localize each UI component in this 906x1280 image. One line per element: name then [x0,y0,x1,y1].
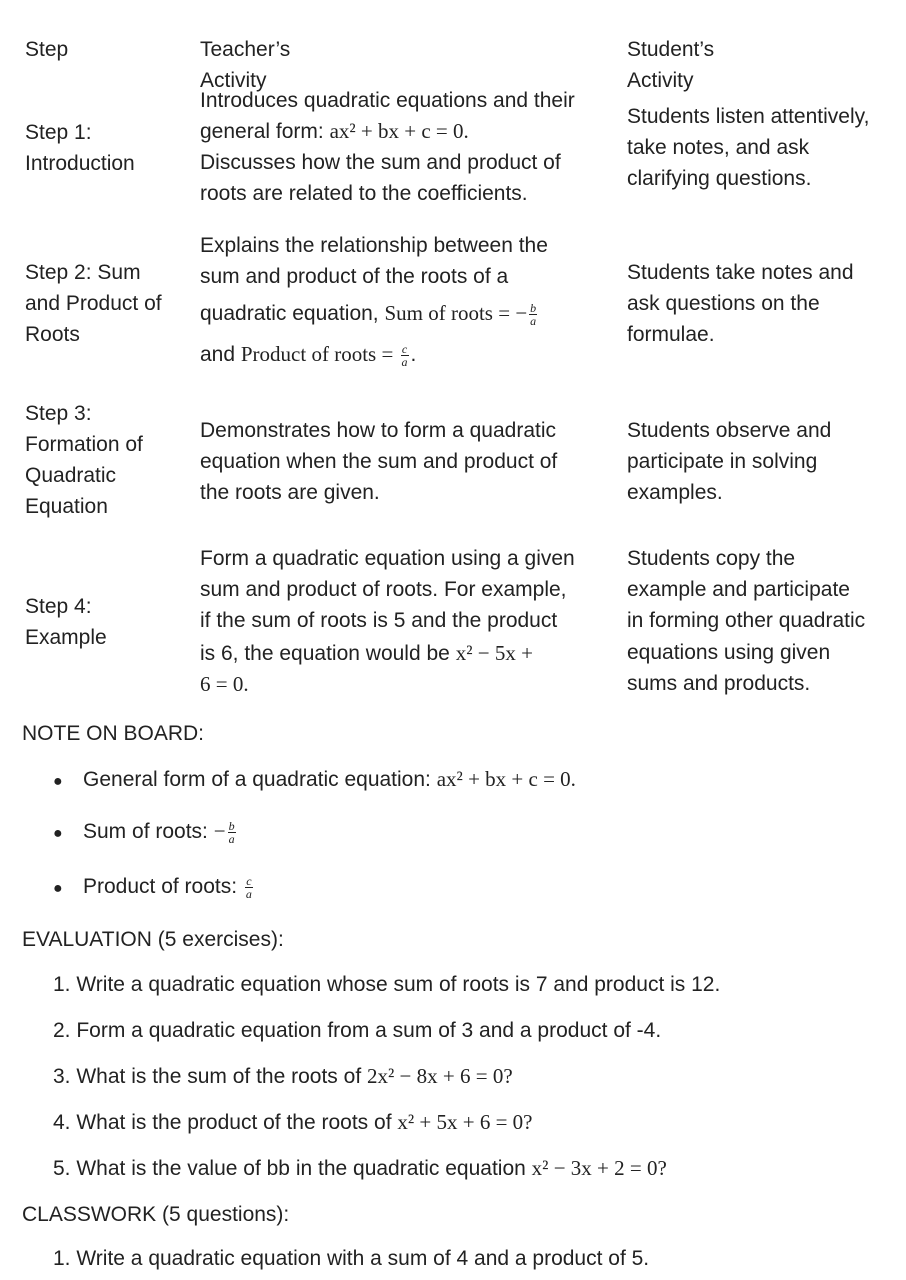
teacher-text: is 6, the equation would be [200,642,456,665]
student-line: participate in solving [627,450,818,473]
bullet-icon: ● [53,880,63,897]
list-item [53,1153,667,1184]
student-line: in forming other quadratic [627,609,866,632]
math-expression: Sum of roots = − [384,301,528,325]
fraction-denominator: a [245,886,252,901]
student-line: sums and products. [627,672,811,695]
item-text: What is the sum of the roots of [76,1065,367,1088]
item-number: 2. [53,1019,71,1042]
fraction-denominator: a [228,831,235,846]
note-text: Product of roots: [83,875,243,898]
evaluation-heading: EVALUATION (5 exercises): [22,928,284,951]
student-line: clarifying questions. [627,167,812,190]
student-line: formulae. [627,323,715,346]
step-cell [25,117,135,179]
math-expression: Product of roots = [240,342,399,366]
note-item [83,871,255,902]
note-heading: NOTE ON BOARD: [22,722,205,745]
teacher-line: 6 = 0. [200,672,249,696]
teacher-line: sum and product of the roots of a [200,265,509,288]
teacher-line: Discusses how the sum and product of [200,151,561,174]
student-line: take notes, and ask [627,136,810,159]
student-line: example and participate [627,578,850,601]
fraction-c-over-a [245,875,253,900]
fraction-b-over-a [529,302,537,327]
step-line: Introduction [25,152,135,175]
fraction-denominator: a [530,313,537,328]
step-line: Example [25,626,107,649]
step-line: Roots [25,323,80,346]
header-teacher: Teacher’s Activity [200,38,291,92]
fraction-numerator: c [246,873,252,888]
student-line: equations using given [627,641,831,664]
student-cell [627,543,865,699]
step-line: Step 4: [25,595,92,618]
teacher-text: and [200,343,241,366]
fraction-numerator: b [228,818,235,833]
student-cell [627,101,869,194]
teacher-line: equation when the sum and product of [200,450,558,473]
note-text: General form of a quadratic equation: [83,768,437,791]
list-item [53,969,720,1000]
item-text: Write a quadratic equation with a sum of 4 and a product of 5. [76,1247,650,1270]
step-line: Step 3: [25,402,92,425]
math-expression: x² − 5x + [455,641,533,665]
list-item [53,1015,661,1046]
item-text: What is the value of bb in the quadratic equation [76,1157,532,1180]
item-text: Write a quadratic equation whose sum of roots is 7 and product is 12. [76,973,721,996]
step-cell [25,591,107,653]
note-item [83,816,238,847]
teacher-line: roots are related to the coefficients. [200,182,528,205]
item-number: 1. [53,1247,71,1270]
teacher-cell [200,230,548,370]
student-line: examples. [627,481,723,504]
step-line: and Product of [25,292,162,315]
note-text: Sum of roots: [83,820,214,843]
note-item [83,764,576,795]
math-expression: x² + 5x + 6 = 0? [397,1110,533,1134]
math-expression: ax² + bx + c = 0. [329,119,469,143]
student-line: Students copy the [627,547,796,570]
teacher-line [200,339,548,370]
list-item [53,1061,513,1092]
teacher-text: . [410,343,417,366]
student-line: Students observe and [627,419,832,442]
step-line: Step 2: Sum [25,261,141,284]
header-student: Student’s Activity [627,38,715,92]
teacher-line: Explains the relationship between the [200,234,548,257]
header-step: Step [25,38,69,61]
step-line: Step 1: [25,121,92,144]
teacher-cell [200,415,557,508]
teacher-line: Introduces quadratic equations and their [200,89,575,112]
fraction-b-over-a [228,820,236,845]
student-line: Students take notes and [627,261,854,284]
bullet-icon: ● [53,773,63,790]
step-cell [25,398,143,522]
item-text: Form a quadratic equation from a sum of 3 and a product of -4. [76,1019,662,1042]
student-line: Students listen attentively, [627,105,870,128]
step-line: Quadratic [25,464,117,487]
item-number: 4. [53,1111,71,1134]
fraction-numerator: c [401,341,408,356]
math-expression: ax² + bx + c = 0. [436,767,576,791]
step-line: Equation [25,495,108,518]
item-text: What is the product of the roots of [76,1111,398,1134]
fraction-c-over-a [401,343,409,368]
fraction-denominator: a [401,354,408,369]
list-item [53,1107,533,1138]
student-line: ask questions on the [627,292,820,315]
teacher-line: Form a quadratic equation using a given [200,547,575,570]
math-expression: x² − 3x + 2 = 0? [531,1156,667,1180]
teacher-line: sum and product of roots. For example, [200,578,567,601]
math-sign: − [213,819,226,843]
math-expression: 2x² − 8x + 6 = 0? [367,1064,513,1088]
item-number: 5. [53,1157,71,1180]
teacher-cell [200,85,575,209]
student-cell [627,415,831,508]
step-line: Formation of [25,433,143,456]
teacher-cell [200,543,575,700]
list-item [53,1243,649,1274]
student-cell [627,257,854,350]
teacher-line: Demonstrates how to form a quadratic [200,419,556,442]
item-number: 3. [53,1065,71,1088]
teacher-line [200,298,548,329]
item-number: 1. [53,973,71,996]
fraction-numerator: b [530,300,537,315]
step-cell [25,257,162,350]
teacher-text: quadratic equation, [200,302,385,325]
bullet-icon: ● [53,825,63,842]
teacher-text: general form: [200,120,330,143]
classwork-heading: CLASSWORK (5 questions): [22,1203,290,1226]
teacher-line [200,638,575,669]
teacher-line: if the sum of roots is 5 and the product [200,609,558,632]
teacher-line [200,116,575,147]
teacher-line: the roots are given. [200,481,380,504]
